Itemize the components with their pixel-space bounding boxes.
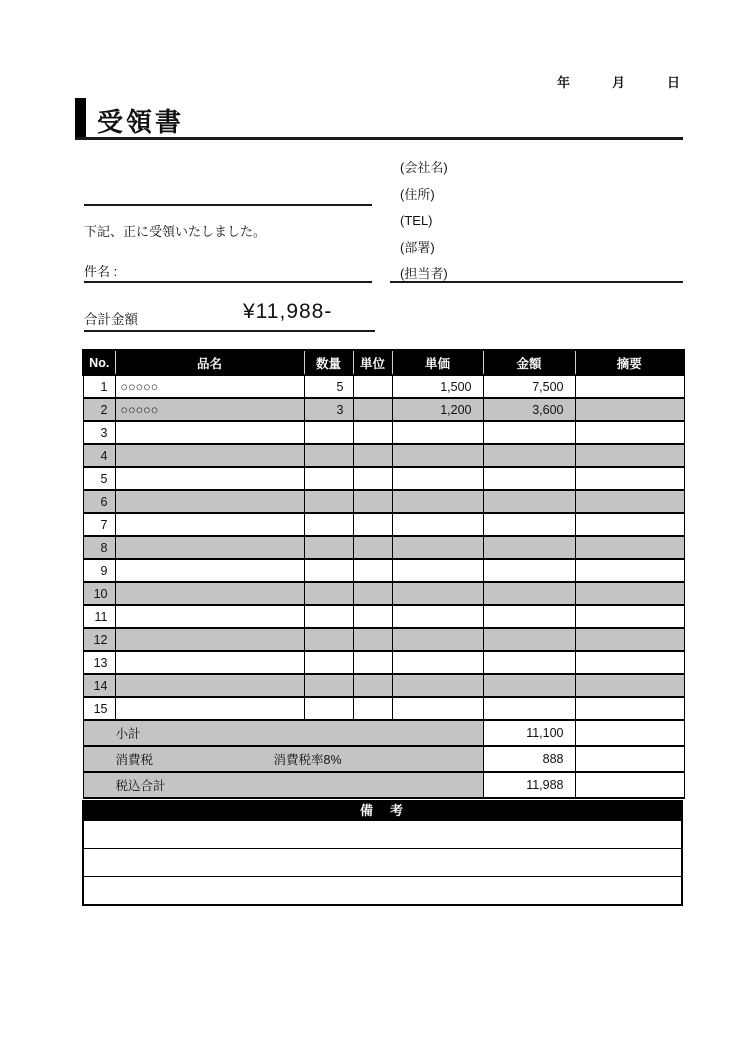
- cell-quantity: [304, 467, 353, 490]
- remarks-section: [82, 800, 683, 906]
- table-row: [83, 536, 684, 559]
- cell-no: 4: [83, 444, 115, 467]
- cell-no: 7: [83, 513, 115, 536]
- table-row: [83, 582, 684, 605]
- cell-amount: [483, 490, 575, 513]
- column-header-no: No.: [83, 350, 115, 375]
- cell-unit: [353, 559, 392, 582]
- cell-no: 14: [83, 674, 115, 697]
- cell-quantity: [304, 444, 353, 467]
- cell-quantity: [304, 605, 353, 628]
- cell-amount: [483, 697, 575, 720]
- cell-amount: [483, 513, 575, 536]
- cell-unit-price: [392, 674, 483, 697]
- issuer-department-label: (部署): [400, 239, 435, 255]
- cell-amount: [483, 582, 575, 605]
- cell-unit-price: [392, 444, 483, 467]
- cell-quantity: [304, 536, 353, 559]
- date-row: [557, 72, 680, 91]
- cell-unit-price: [392, 490, 483, 513]
- cell-unit-price: [392, 582, 483, 605]
- summary-amount: 11,100: [483, 720, 575, 746]
- cell-item-name: [115, 559, 304, 582]
- remarks-row: [84, 848, 681, 876]
- table-row: [83, 605, 684, 628]
- cell-unit: [353, 628, 392, 651]
- cell-no: 3: [83, 421, 115, 444]
- cell-unit-price: [392, 513, 483, 536]
- summary-label: 消費税: [115, 753, 154, 767]
- cell-note: [575, 536, 684, 559]
- column-header-unit: 単位: [353, 350, 392, 375]
- date-month-label: 月: [611, 75, 625, 90]
- table-row: [83, 398, 684, 421]
- cell-unit: [353, 582, 392, 605]
- cell-item-name: [115, 421, 304, 444]
- title-accent-bar: [75, 98, 86, 140]
- total-amount-label: 合計金額: [84, 312, 138, 327]
- cell-unit-price: [392, 697, 483, 720]
- cell-item-name: [115, 513, 304, 536]
- summary-row: [83, 720, 684, 746]
- cell-note: [575, 490, 684, 513]
- column-header-note: 摘要: [575, 350, 684, 375]
- cell-note: [575, 559, 684, 582]
- cell-amount: [483, 467, 575, 490]
- table-row: [83, 674, 684, 697]
- cell-no: 15: [83, 697, 115, 720]
- cell-note: [575, 697, 684, 720]
- table-row: [83, 628, 684, 651]
- cell-item-name: [115, 674, 304, 697]
- cell-item-name: ○○○○○: [115, 375, 304, 398]
- cell-note: [575, 421, 684, 444]
- issuer-company-label: (会社名): [400, 160, 448, 175]
- summary-label-cell: [83, 746, 483, 772]
- cell-item-name: [115, 444, 304, 467]
- subject-underline: [84, 281, 372, 283]
- cell-unit-price: 1,200: [392, 398, 483, 421]
- summary-note: [575, 720, 684, 746]
- cell-unit: [353, 398, 392, 421]
- column-header-unit-price: 単価: [392, 350, 483, 375]
- cell-no: 11: [83, 605, 115, 628]
- cell-item-name: [115, 536, 304, 559]
- cell-item-name: [115, 628, 304, 651]
- cell-unit: [353, 536, 392, 559]
- recipient-signature-line: [84, 204, 372, 206]
- cell-amount: [483, 536, 575, 559]
- cell-no: 13: [83, 651, 115, 674]
- summary-sublabel: 消費税率8%: [273, 753, 342, 767]
- cell-item-name: [115, 490, 304, 513]
- cell-note: [575, 375, 684, 398]
- cell-quantity: 5: [304, 375, 353, 398]
- cell-item-name: [115, 582, 304, 605]
- cell-unit-price: [392, 421, 483, 444]
- table-row: [83, 697, 684, 720]
- cell-no: 8: [83, 536, 115, 559]
- cell-unit-price: [392, 651, 483, 674]
- cell-amount: [483, 628, 575, 651]
- cell-amount: [483, 674, 575, 697]
- cell-note: [575, 467, 684, 490]
- cell-no: 10: [83, 582, 115, 605]
- cell-unit-price: [392, 536, 483, 559]
- cell-quantity: [304, 513, 353, 536]
- cell-no: 6: [83, 490, 115, 513]
- cell-unit: [353, 513, 392, 536]
- cell-unit: [353, 444, 392, 467]
- cell-note: [575, 513, 684, 536]
- cell-quantity: [304, 674, 353, 697]
- summary-label-flex: [84, 724, 483, 742]
- cell-no: 5: [83, 467, 115, 490]
- cell-unit: [353, 605, 392, 628]
- cell-unit-price: [392, 605, 483, 628]
- summary-note: [575, 746, 684, 772]
- items-table-body: [83, 375, 684, 798]
- cell-item-name: [115, 467, 304, 490]
- cell-unit-price: 1,500: [392, 375, 483, 398]
- cell-unit: [353, 651, 392, 674]
- header-row: [83, 350, 684, 375]
- cell-unit-price: [392, 467, 483, 490]
- remarks-header: 備 考: [84, 802, 681, 820]
- summary-label-cell: [83, 772, 483, 798]
- remarks-row: [84, 876, 681, 904]
- date-year-label: 年: [556, 75, 570, 90]
- summary-amount: 11,988: [483, 772, 575, 798]
- cell-amount: [483, 444, 575, 467]
- cell-amount: [483, 421, 575, 444]
- summary-amount: 888: [483, 746, 575, 772]
- table-row: [83, 444, 684, 467]
- table-row: [83, 651, 684, 674]
- summary-row: [83, 746, 684, 772]
- items-table-head: [83, 350, 684, 375]
- cell-quantity: [304, 697, 353, 720]
- summary-label-flex: [84, 776, 483, 794]
- column-header-amount: 金額: [483, 350, 575, 375]
- issuer-underline: [390, 281, 683, 283]
- cell-no: 1: [83, 375, 115, 398]
- column-header-quantity: 数量: [304, 350, 353, 375]
- summary-label-cell: [83, 720, 483, 746]
- cell-amount: [483, 559, 575, 582]
- issuer-tel-label: (TEL): [400, 213, 433, 228]
- cell-note: [575, 628, 684, 651]
- cell-note: [575, 582, 684, 605]
- total-amount-value: ¥11,988-: [243, 300, 333, 323]
- cell-note: [575, 605, 684, 628]
- cell-unit-price: [392, 628, 483, 651]
- remarks-rows: [84, 820, 681, 904]
- cell-quantity: [304, 421, 353, 444]
- cell-no: 2: [83, 398, 115, 421]
- cell-no: 12: [83, 628, 115, 651]
- table-row: [83, 421, 684, 444]
- subject-label: 件名 :: [84, 264, 118, 279]
- cell-amount: 3,600: [483, 398, 575, 421]
- cell-quantity: [304, 490, 353, 513]
- cell-unit: [353, 490, 392, 513]
- title-underline: [75, 137, 683, 140]
- cell-note: [575, 398, 684, 421]
- cell-note: [575, 674, 684, 697]
- table-row: [83, 375, 684, 398]
- page-title: 受領書: [97, 107, 185, 137]
- cell-quantity: [304, 582, 353, 605]
- cell-unit: [353, 674, 392, 697]
- table-row: [83, 559, 684, 582]
- cell-quantity: 3: [304, 398, 353, 421]
- summary-note: [575, 772, 684, 798]
- receipt-statement: 下記、正に受領いたしました。: [84, 224, 267, 239]
- items-table: [82, 349, 685, 799]
- cell-amount: 7,500: [483, 375, 575, 398]
- cell-quantity: [304, 651, 353, 674]
- cell-unit: [353, 375, 392, 398]
- cell-item-name: [115, 605, 304, 628]
- summary-label: 税込合計: [115, 779, 166, 793]
- summary-label-flex: [84, 750, 483, 768]
- cell-no: 9: [83, 559, 115, 582]
- table-row: [83, 513, 684, 536]
- cell-item-name: [115, 697, 304, 720]
- date-day-label: 日: [666, 75, 680, 90]
- cell-unit-price: [392, 559, 483, 582]
- cell-note: [575, 651, 684, 674]
- cell-item-name: ○○○○○: [115, 398, 304, 421]
- cell-quantity: [304, 559, 353, 582]
- cell-quantity: [304, 628, 353, 651]
- summary-row: [83, 772, 684, 798]
- cell-amount: [483, 605, 575, 628]
- issuer-block: [400, 155, 448, 288]
- summary-label: 小計: [115, 727, 141, 741]
- cell-unit: [353, 421, 392, 444]
- cell-note: [575, 444, 684, 467]
- items-section: [82, 349, 683, 906]
- cell-unit: [353, 697, 392, 720]
- table-row: [83, 490, 684, 513]
- remarks-row: [84, 820, 681, 848]
- issuer-person-label: (担当者): [400, 266, 448, 281]
- total-underline: [84, 330, 375, 332]
- cell-unit: [353, 467, 392, 490]
- table-row: [83, 467, 684, 490]
- column-header-item-name: 品名: [115, 350, 304, 375]
- cell-item-name: [115, 651, 304, 674]
- cell-amount: [483, 651, 575, 674]
- issuer-address-label: (住所): [400, 186, 435, 202]
